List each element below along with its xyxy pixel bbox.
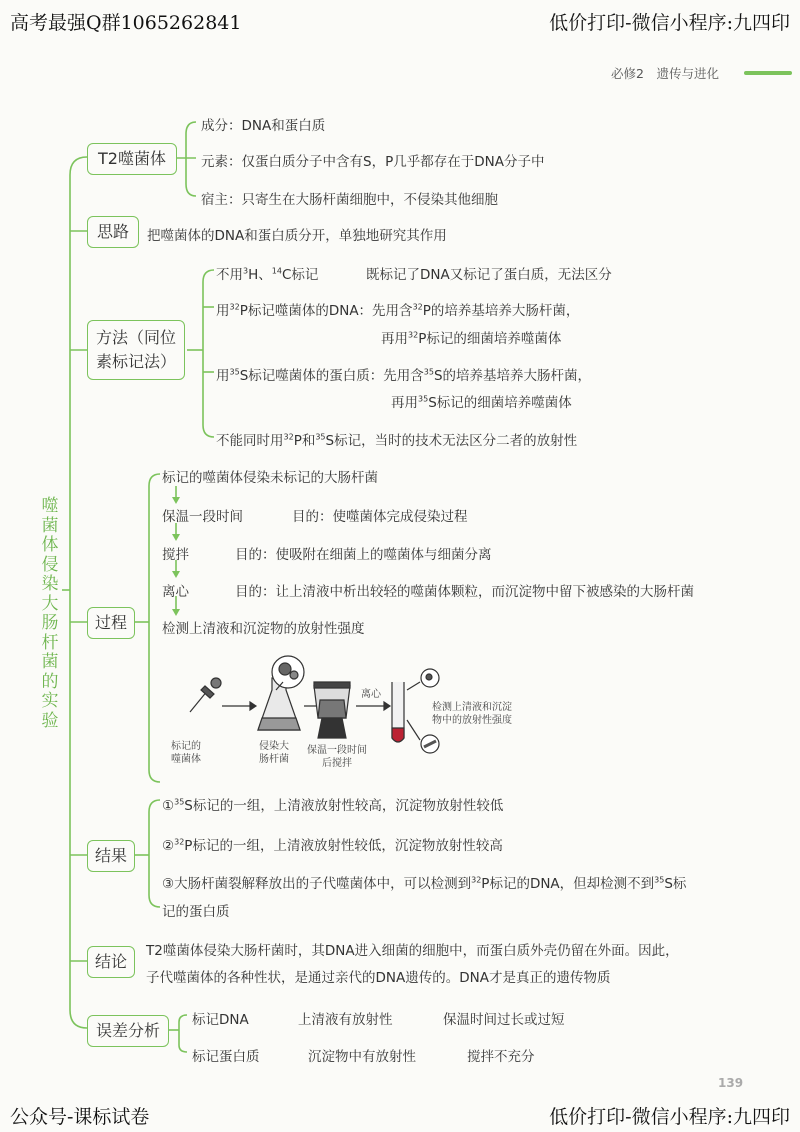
result-3: ③大肠杆菌裂解释放出的子代噬菌体中，可以检测到$^{32}$P标记的DNA，但却检测不到$^{35}$S标: [162, 875, 687, 892]
conclusion-box: 结论: [87, 946, 135, 978]
method-line-6: 不能同时用$^{32}$P和$^{35}$S标记，当时的技术无法区分二者的放射性: [216, 432, 578, 449]
method-line-3: 再用$^{32}$P标记的细菌培养噬菌体: [381, 330, 562, 347]
watermark-top-left: 高考最强Q群1065262841: [10, 12, 242, 34]
method-box: 方法（同位素标记法）: [87, 320, 185, 380]
error-row1-label: 标记DNA: [192, 1012, 249, 1028]
result-2: ②$^{32}$P标记的一组，上清液放射性较低，沉淀物放射性较高: [162, 837, 503, 854]
process-step-4: 离心: [162, 584, 189, 600]
figure-caption-detect: 检测上清液和沉淀 物中的放射性强度: [432, 702, 512, 726]
main-title: 噬菌体侵染大肠杆菌的实验: [41, 496, 59, 731]
watermark-top-right: 低价打印-微信小程序:九四印: [549, 12, 790, 34]
figure-caption-labeled-phage: 标记的 噬菌体: [171, 741, 201, 765]
t2-item-host: 宿主：只寄生在大肠杆菌细胞中，不侵染其他细胞: [201, 192, 498, 208]
method-line-4: 用$^{35}$S标记噬菌体的蛋白质：先用含$^{35}$S的培养基培养大肠杆菌，: [216, 367, 592, 384]
process-step-3-goal: 目的：使吸附在细菌上的噬菌体与细菌分离: [235, 547, 492, 563]
t2-item-elements: 元素：仅蛋白质分子中含有S，P几乎都存在于DNA分子中: [201, 154, 545, 170]
process-step-3: 搅拌: [162, 547, 189, 563]
method-line-5: 再用$^{35}$S标记的细菌培养噬菌体: [391, 394, 572, 411]
watermark-bottom-right: 低价打印-微信小程序:九四印: [549, 1106, 790, 1128]
idea-box: 思路: [87, 216, 139, 248]
process-step-1: 标记的噬菌体侵染未标记的大肠杆菌: [162, 470, 378, 486]
method-line-1-note: 既标记了DNA又标记了蛋白质，无法区分: [366, 267, 612, 283]
figure-caption-centrifuge: 离心: [361, 689, 381, 700]
conclusion-line-1: T2噬菌体侵染大肠杆菌时，其DNA进入细菌的细胞中，而蛋白质外壳仍留在外面。因此，: [146, 943, 679, 959]
process-step-4-goal: 目的：让上清液中析出较轻的噬菌体颗粒，而沉淀物中留下被感染的大肠杆菌: [235, 584, 694, 600]
figure-caption-incubate: 保温一段时间 后搅拌: [307, 745, 367, 769]
error-row2-label: 标记蛋白质: [192, 1049, 260, 1065]
figure-caption-infect: 侵染大 肠杆菌: [259, 741, 289, 765]
result-1: ①$^{35}$S标记的一组，上清液放射性较高，沉淀物放射性较低: [162, 797, 504, 814]
method-line-1: 不用$^3$H、$^{14}$C标记: [216, 266, 319, 283]
header-title: 必修2 遗传与进化: [611, 66, 719, 81]
error-row1-cause: 保温时间过长或过短: [443, 1012, 565, 1028]
t2-phage-box: T2噬菌体: [87, 143, 177, 175]
page-number: 139: [718, 1076, 744, 1090]
error-analysis-box: 误差分析: [87, 1015, 169, 1047]
process-step-2: 保温一段时间: [162, 509, 243, 525]
process-step-2-goal: 目的：使噬菌体完成侵染过程: [292, 509, 468, 525]
process-box: 过程: [87, 607, 135, 639]
experiment-figure: [190, 656, 439, 753]
process-step-5: 检测上清液和沉淀物的放射性强度: [162, 621, 365, 637]
watermark-bottom-left: 公众号-课标试卷: [10, 1106, 150, 1128]
method-line-2: 用$^{32}$P标记噬菌体的DNA：先用含$^{32}$P的培养基培养大肠杆菌，: [216, 302, 580, 319]
conclusion-line-2: 子代噬菌体的各种性状，是通过亲代的DNA遗传的。DNA才是真正的遗传物质: [146, 970, 611, 986]
error-row2-effect: 沉淀物中有放射性: [308, 1049, 416, 1065]
result-3-cont: 记的蛋白质: [162, 904, 230, 920]
result-box: 结果: [87, 840, 135, 872]
idea-text: 把噬菌体的DNA和蛋白质分开，单独地研究其作用: [147, 228, 447, 244]
error-row1-effect: 上清液有放射性: [298, 1012, 393, 1028]
t2-item-composition: 成分：DNA和蛋白质: [201, 118, 326, 134]
error-row2-cause: 搅拌不充分: [467, 1049, 535, 1065]
